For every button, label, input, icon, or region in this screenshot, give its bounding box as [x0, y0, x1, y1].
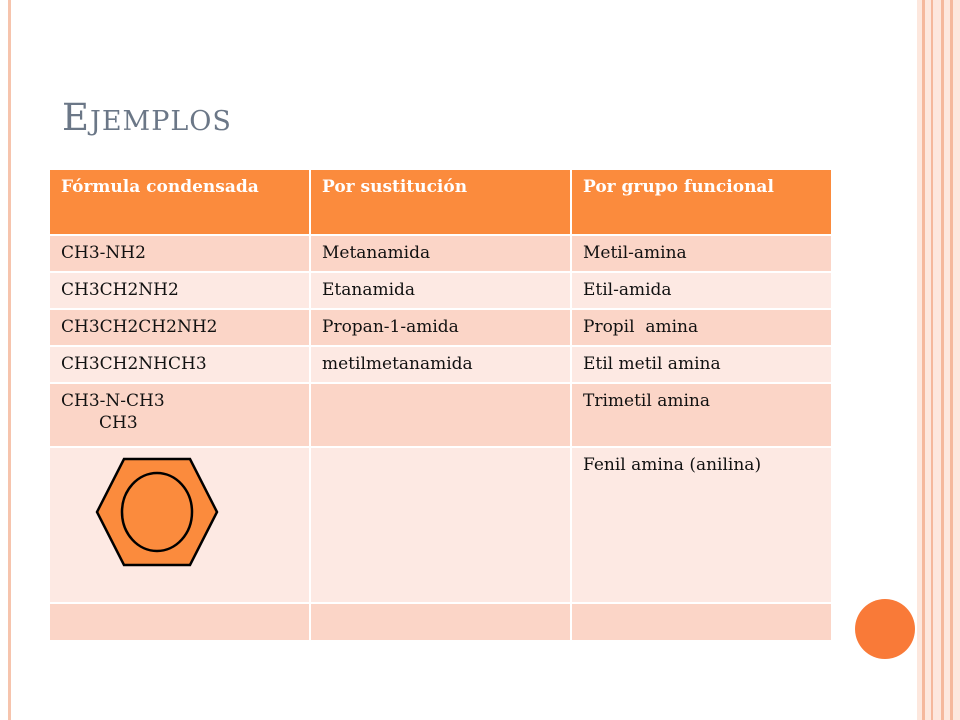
slide-right-decoration	[917, 0, 960, 720]
cell-formula: CH3-NH2	[49, 235, 310, 272]
slide-title	[62, 96, 232, 139]
cell-sustitucion: metilmetanamida	[310, 346, 571, 383]
decor-stripe	[950, 0, 953, 720]
title-initial: E	[62, 96, 91, 139]
decor-stripe	[931, 0, 933, 720]
cell-sustitucion: Etanamida	[310, 272, 571, 309]
table-row	[49, 272, 832, 309]
cell-sustitucion	[310, 603, 571, 641]
table-row	[49, 346, 832, 383]
cell-sustitucion	[310, 447, 571, 603]
title-rest: JEMPLOS	[90, 106, 232, 137]
table-row	[49, 603, 832, 641]
cell-formula: CH3CH2NHCH3	[49, 346, 310, 383]
header-funcional: Por grupo funcional	[571, 169, 832, 235]
benzene-ring-icon	[94, 456, 220, 568]
cell-sustitucion	[310, 383, 571, 447]
cell-funcional: Metil-amina	[571, 235, 832, 272]
header-sustitucion: Por sustitución	[310, 169, 571, 235]
cell-formula	[49, 447, 310, 603]
formula-line-1: CH3-N-CH3	[61, 391, 165, 411]
cell-funcional: Propil amina	[571, 309, 832, 346]
cell-funcional: Etil metil amina	[571, 346, 832, 383]
table-row	[49, 309, 832, 346]
slide-left-border	[8, 0, 11, 720]
cell-sustitucion: Metanamida	[310, 235, 571, 272]
formula-line-2: CH3	[99, 413, 138, 433]
table-row	[49, 447, 832, 603]
amines-table	[48, 168, 833, 642]
cell-formula	[49, 383, 310, 447]
table-row	[49, 235, 832, 272]
cell-funcional: Trimetil amina	[571, 383, 832, 447]
cell-formula	[49, 603, 310, 641]
header-formula: Fórmula condensada	[49, 169, 310, 235]
decorative-circle	[855, 599, 915, 659]
cell-formula: CH3CH2CH2NH2	[49, 309, 310, 346]
decor-stripe	[922, 0, 925, 720]
decor-stripe	[941, 0, 944, 720]
cell-formula: CH3CH2NH2	[49, 272, 310, 309]
cell-funcional: Fenil amina (anilina)	[571, 447, 832, 603]
table-row	[49, 383, 832, 447]
cell-sustitucion: Propan-1-amida	[310, 309, 571, 346]
cell-funcional	[571, 603, 832, 641]
cell-funcional: Etil-amida	[571, 272, 832, 309]
table-header-row	[49, 169, 832, 235]
